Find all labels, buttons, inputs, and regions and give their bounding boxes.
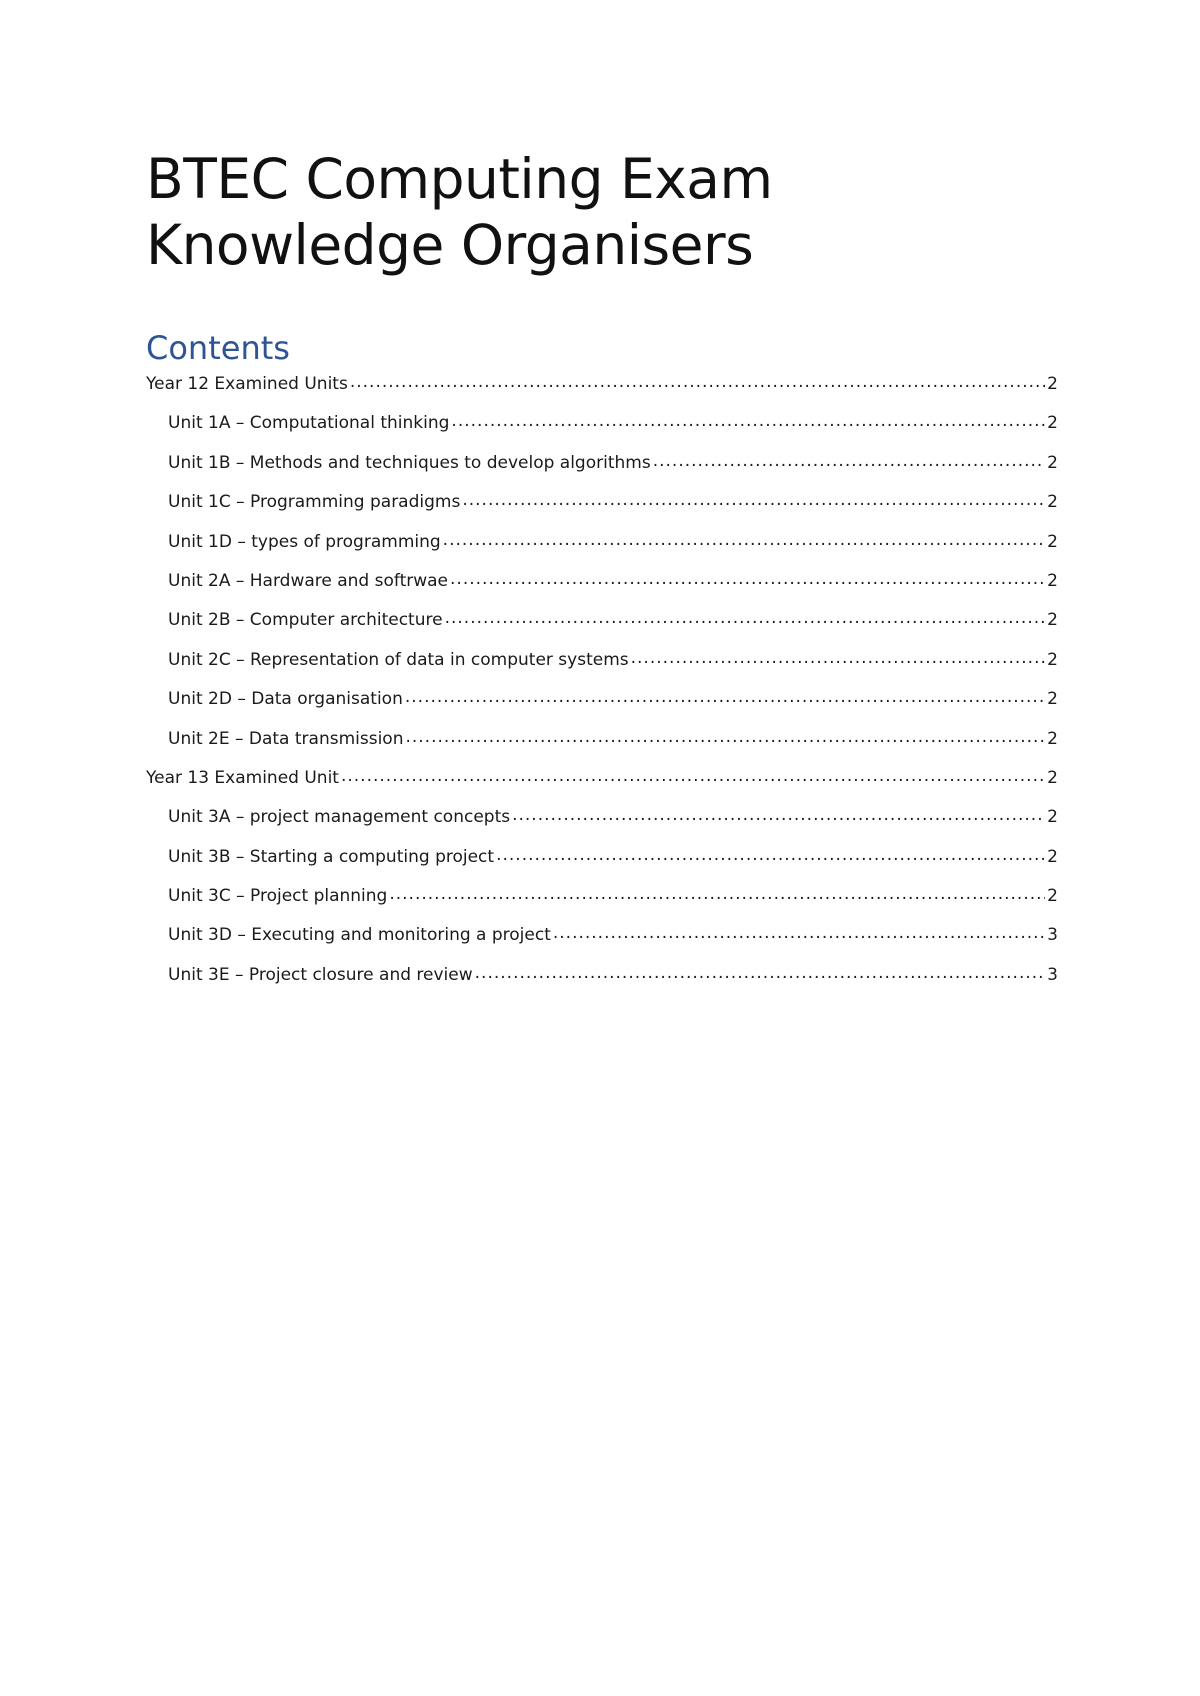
toc-dot-leader — [405, 727, 1045, 744]
toc-entry[interactable] — [146, 530, 1058, 569]
title-line-2: Knowledge Organisers — [146, 213, 754, 277]
title-line-1: BTEC Computing Exam — [146, 147, 773, 211]
toc-dot-leader — [341, 766, 1045, 783]
toc-entry-page-number[interactable]: 2 — [1047, 728, 1058, 749]
toc-entry-page-number[interactable]: 3 — [1047, 925, 1058, 946]
toc-entry-label[interactable]: Unit 1C – Programming paradigms — [168, 492, 461, 513]
toc-entry-page-number[interactable]: 2 — [1047, 413, 1058, 434]
toc-entry[interactable] — [146, 372, 1058, 411]
toc-entry[interactable] — [146, 845, 1058, 884]
toc-dot-leader — [389, 884, 1045, 901]
toc-heading: Contents — [146, 329, 290, 367]
toc-dot-leader — [450, 569, 1045, 586]
toc-entry-label[interactable]: Unit 3A – project management concepts — [168, 807, 511, 828]
toc-entry-page-number[interactable]: 2 — [1047, 452, 1058, 473]
toc-dot-leader — [451, 411, 1045, 428]
toc-entry-label[interactable]: Unit 1A – Computational thinking — [168, 413, 450, 434]
toc-entry[interactable] — [146, 569, 1058, 608]
toc-entry-label[interactable]: Unit 2E – Data transmission — [168, 728, 404, 749]
toc-dot-leader — [443, 530, 1046, 547]
toc-entry[interactable] — [146, 923, 1058, 962]
toc-entry-page-number[interactable]: 2 — [1047, 570, 1058, 591]
toc-entry-label[interactable]: Unit 2B – Computer architecture — [168, 610, 443, 631]
toc-entry-page-number[interactable]: 2 — [1047, 610, 1058, 631]
toc-dot-leader — [631, 648, 1046, 665]
toc-entry[interactable] — [146, 963, 1058, 1002]
toc-entry-page-number[interactable]: 2 — [1047, 374, 1058, 394]
toc-entry-page-number[interactable]: 2 — [1047, 886, 1058, 907]
toc-entry-page-number[interactable]: 2 — [1047, 492, 1058, 513]
toc-entry[interactable] — [146, 727, 1058, 766]
document-title — [146, 146, 1046, 278]
toc-dot-leader — [475, 963, 1046, 980]
toc-dot-leader — [553, 923, 1045, 940]
toc-dot-leader — [445, 608, 1046, 625]
toc-entry-page-number[interactable]: 2 — [1047, 767, 1058, 788]
toc-entry[interactable] — [146, 490, 1058, 529]
toc-entry-page-number[interactable]: 2 — [1047, 649, 1058, 670]
toc-entry-label[interactable]: Year 13 Examined Unit — [146, 767, 339, 788]
toc-entry-page-number[interactable]: 2 — [1047, 531, 1058, 552]
toc-dot-leader — [496, 845, 1045, 862]
toc-entry-page-number[interactable]: 2 — [1047, 689, 1058, 710]
toc-entry[interactable] — [146, 451, 1058, 490]
toc-entry[interactable] — [146, 648, 1058, 687]
toc-entry[interactable] — [146, 805, 1058, 844]
toc-entry-label[interactable]: Unit 2D – Data organisation — [168, 689, 403, 710]
toc-entry-page-number[interactable]: 2 — [1047, 846, 1058, 867]
toc-dot-leader — [405, 687, 1045, 704]
toc-entry-label[interactable]: Unit 2C – Representation of data in computer systems — [168, 649, 629, 670]
toc-entry[interactable] — [146, 884, 1058, 923]
toc-dot-leader — [512, 805, 1045, 822]
toc-entry-label[interactable]: Unit 3E – Project closure and review — [168, 964, 473, 985]
toc-entry-label[interactable]: Unit 1D – types of programming — [168, 531, 441, 552]
toc-entry-label[interactable]: Unit 1B – Methods and techniques to develop algorithms — [168, 452, 651, 473]
toc-entry[interactable] — [146, 766, 1058, 805]
toc-entry[interactable] — [146, 411, 1058, 450]
toc-entry-page-number[interactable]: 2 — [1047, 807, 1058, 828]
table-of-contents — [146, 372, 1058, 1002]
toc-entry-page-number[interactable]: 3 — [1047, 964, 1058, 985]
toc-dot-leader — [653, 451, 1045, 468]
toc-entry-label[interactable]: Unit 3B – Starting a computing project — [168, 846, 495, 867]
toc-entry[interactable] — [146, 608, 1058, 647]
toc-entry[interactable] — [146, 687, 1058, 726]
toc-dot-leader — [462, 490, 1045, 507]
toc-dot-leader — [350, 372, 1045, 389]
toc-entry-label[interactable]: Unit 3D – Executing and monitoring a project — [168, 925, 551, 946]
toc-entry-label[interactable]: Year 12 Examined Units — [146, 374, 348, 394]
toc-entry-label[interactable]: Unit 2A – Hardware and softrwae — [168, 570, 449, 591]
toc-entry-label[interactable]: Unit 3C – Project planning — [168, 886, 388, 907]
